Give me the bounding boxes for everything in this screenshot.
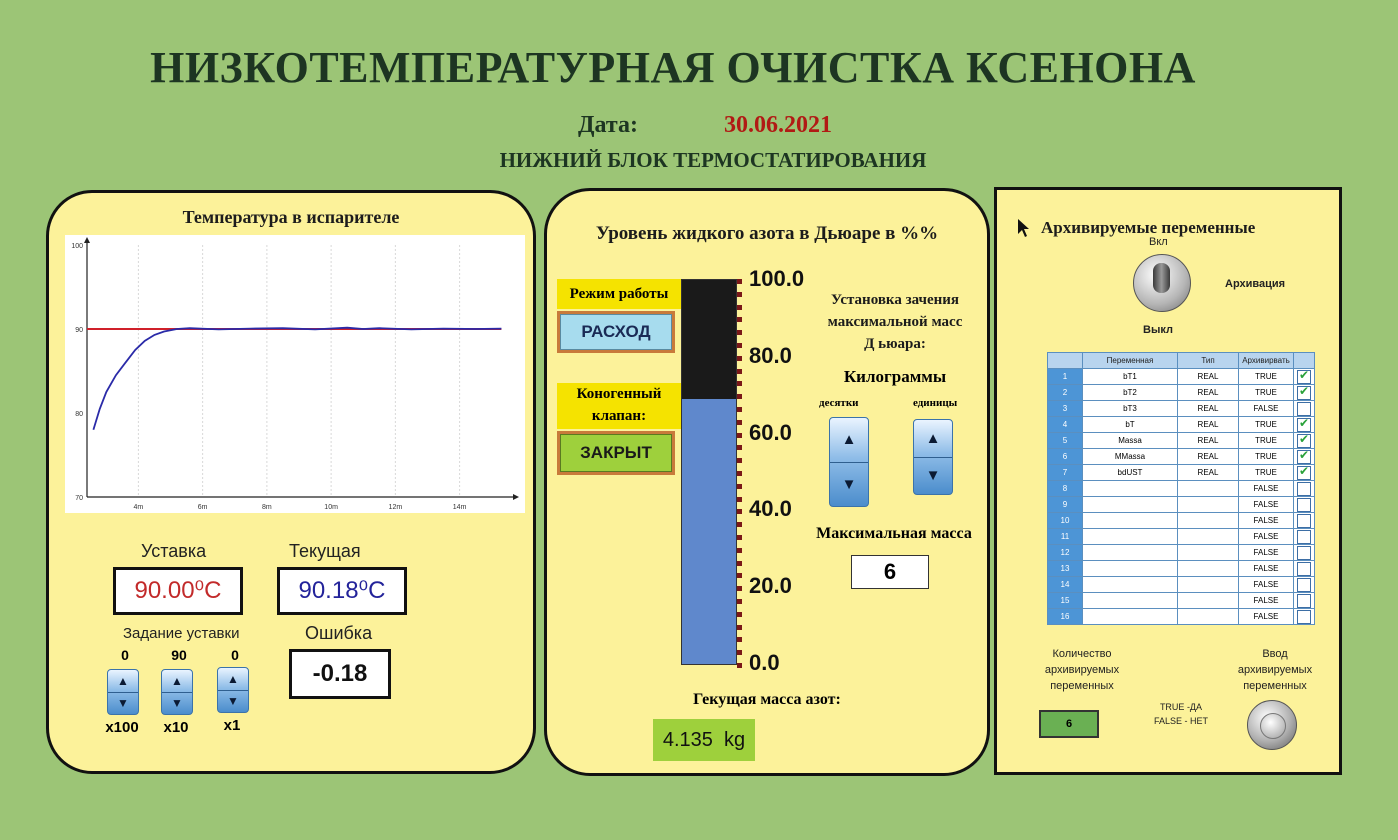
toggle-lever-icon: [1153, 263, 1170, 293]
chart-x-tick-label: 12m: [388, 504, 403, 511]
scale-label: 20.0: [749, 573, 792, 599]
nitrogen-level-fill: [682, 399, 736, 664]
scale-tick: [737, 279, 742, 284]
valve-button-label: ЗАКРЫТ: [560, 434, 672, 472]
variable-name: bT1: [1083, 369, 1178, 385]
variable-name: bT3: [1083, 401, 1178, 417]
mass-units-up-button[interactable]: ▲: [925, 429, 941, 447]
archive-checkbox-cell: [1294, 513, 1315, 529]
archive-checkbox[interactable]: [1297, 402, 1311, 416]
max-mass-value: 6: [851, 555, 929, 589]
temperature-panel: [46, 190, 536, 774]
scale-tick: [737, 343, 742, 348]
date-value: 30.06.2021: [724, 112, 832, 138]
mode-button[interactable]: [557, 311, 675, 353]
archive-title: Архивируемые переменные: [1041, 218, 1256, 237]
current-temp-value: 90.18⁰C: [277, 567, 407, 615]
archive-checkbox-cell: [1294, 417, 1315, 433]
nitrogen-level-empty: [682, 280, 736, 399]
stepper-x10-value: 90: [171, 647, 187, 663]
scale-tick: [737, 330, 742, 335]
archive-checkbox-cell: [1294, 369, 1315, 385]
chart-x-tick-label: 10m: [324, 504, 338, 511]
legend-true: TRUE -ДА: [1159, 702, 1203, 712]
mass-tens-down-button[interactable]: ▼: [830, 462, 868, 507]
valve-label-line1: Коногенный: [576, 386, 662, 402]
max-mass-setting-label: [805, 289, 985, 355]
row-number: 2: [1048, 385, 1083, 401]
variable-name: bT: [1083, 417, 1178, 433]
legend-false: FALSE - HET: [1153, 716, 1208, 726]
archive-checkbox[interactable]: [1297, 578, 1311, 592]
max-mass-setting-line3: Д ьюара:: [864, 336, 926, 352]
chart-y-tick-label: 80: [75, 411, 83, 418]
column-header: [1048, 353, 1083, 369]
scale-tick: [737, 369, 742, 374]
row-number: 5: [1048, 433, 1083, 449]
archive-checkbox-cell: [1294, 481, 1315, 497]
units-label: единицы: [913, 397, 958, 409]
table-row: [1048, 385, 1315, 401]
max-mass-label: Максимальная масса: [816, 525, 972, 542]
table-row: [1048, 433, 1315, 449]
row-number: 15: [1048, 593, 1083, 609]
chart-x-tick-label: 4m: [133, 504, 144, 511]
variable-type: [1178, 593, 1239, 609]
count-value: 6: [1039, 710, 1099, 738]
archive-toggle-label: Архивация: [1225, 278, 1286, 290]
column-header: Тип: [1178, 353, 1239, 369]
scale-tick: [737, 292, 742, 297]
row-number: 4: [1048, 417, 1083, 433]
archive-flag: FALSE: [1239, 609, 1294, 625]
archive-flag: FALSE: [1239, 401, 1294, 417]
enter-label: Ввод архивируемых переменных: [1237, 648, 1313, 692]
archive-flag: FALSE: [1239, 513, 1294, 529]
error-label: Ошибка: [305, 623, 373, 643]
column-header: [1294, 353, 1315, 369]
stepper-x100-up-button[interactable]: ▲: [117, 673, 129, 688]
variable-name: [1083, 561, 1178, 577]
row-number: 16: [1048, 609, 1083, 625]
column-header: Архивирвать: [1239, 353, 1294, 369]
archive-checkbox[interactable]: [1297, 482, 1311, 496]
mass-units-down-button[interactable]: ▼: [914, 457, 952, 495]
stepper-x100-down-button[interactable]: ▼: [108, 692, 138, 715]
scale-tick: [737, 497, 742, 502]
row-number: 1: [1048, 369, 1083, 385]
setpoint-label: Уставка: [141, 541, 207, 561]
archive-checkbox[interactable]: [1297, 498, 1311, 512]
table-row: [1048, 561, 1315, 577]
variable-type: REAL: [1178, 465, 1239, 481]
kg-label: Килограммы: [843, 367, 947, 386]
table-row: [1048, 449, 1315, 465]
row-number: 12: [1048, 545, 1083, 561]
scale-tick: [737, 356, 742, 361]
archive-checkbox-cell: [1294, 577, 1315, 593]
table-row: [1048, 609, 1315, 625]
variable-type: [1178, 529, 1239, 545]
stepper-x1[interactable]: [217, 667, 249, 713]
row-number: 7: [1048, 465, 1083, 481]
scale-tick: [737, 394, 742, 399]
scale-tick: [737, 573, 742, 578]
variable-type: [1178, 513, 1239, 529]
table-row: [1048, 401, 1315, 417]
scale-tick: [737, 458, 742, 463]
table-row: [1048, 529, 1315, 545]
archive-checkbox-cell: [1294, 561, 1315, 577]
variable-name: [1083, 593, 1178, 609]
variable-name: [1083, 609, 1178, 625]
scale-tick: [737, 522, 742, 527]
toggle-on-label: Вкл: [1149, 236, 1168, 248]
table-row: [1048, 481, 1315, 497]
stepper-x1-value: 0: [231, 647, 239, 663]
archive-checkbox[interactable]: [1297, 450, 1311, 464]
scale-tick: [737, 317, 742, 322]
scale-tick: [737, 625, 742, 630]
variable-type: [1178, 481, 1239, 497]
setpoint-task-label: Задание уставки: [123, 625, 240, 642]
row-number: 9: [1048, 497, 1083, 513]
current-mass-label: Гекущая масса азот:: [693, 691, 841, 708]
variable-type: [1178, 545, 1239, 561]
scale-tick: [737, 650, 742, 655]
archive-checkbox[interactable]: [1297, 418, 1311, 432]
scale-label: 80.0: [749, 342, 792, 368]
archive-checkbox[interactable]: [1297, 530, 1311, 544]
max-mass-setting-line1: Установка зачения: [830, 292, 960, 308]
scale-tick: [737, 420, 742, 425]
scale-tick: [737, 586, 742, 591]
mode-label: Режим работы: [557, 279, 681, 309]
archive-checkbox[interactable]: [1297, 370, 1311, 384]
scale-tick: [737, 381, 742, 386]
variable-name: bT2: [1083, 385, 1178, 401]
table-row: [1048, 417, 1315, 433]
variable-name: [1083, 577, 1178, 593]
archive-flag: TRUE: [1239, 417, 1294, 433]
variable-type: [1178, 497, 1239, 513]
date-label: Дата:: [578, 112, 638, 138]
stepper-x1-down-button[interactable]: ▼: [218, 690, 248, 713]
row-number: 8: [1048, 481, 1083, 497]
stepper-x10-label: x10: [163, 719, 189, 736]
variable-type: REAL: [1178, 433, 1239, 449]
archive-flag: FALSE: [1239, 593, 1294, 609]
stepper-x10[interactable]: [161, 669, 193, 715]
archive-toggle-switch[interactable]: [1133, 254, 1191, 312]
stepper-x10-up-button[interactable]: ▲: [171, 673, 183, 688]
variable-type: REAL: [1178, 401, 1239, 417]
archive-flag: FALSE: [1239, 545, 1294, 561]
chart-x-tick-label: 8m: [262, 504, 272, 511]
archive-flag: FALSE: [1239, 577, 1294, 593]
chart-y-tick-label: 90: [75, 327, 83, 334]
variable-name: [1083, 545, 1178, 561]
stepper-x100-value: 0: [121, 647, 129, 663]
archive-checkbox[interactable]: [1297, 514, 1311, 528]
scale-tick: [737, 637, 742, 642]
scale-tick: [737, 484, 742, 489]
stepper-x10-down-button[interactable]: ▼: [162, 692, 192, 715]
chart-y-tick-label: 70: [75, 495, 83, 502]
button-cap-icon: [1260, 713, 1286, 739]
variable-type: [1178, 561, 1239, 577]
archive-checkbox-cell: [1294, 593, 1315, 609]
archive-checkbox-cell: [1294, 529, 1315, 545]
table-row: [1048, 577, 1315, 593]
archive-flag: FALSE: [1239, 561, 1294, 577]
scale-label: 60.0: [749, 419, 792, 445]
archive-flag: FALSE: [1239, 481, 1294, 497]
variable-type: [1178, 577, 1239, 593]
scale-label: 0.0: [749, 650, 780, 675]
error-value: -0.18: [289, 649, 391, 699]
setpoint-value: 90.00⁰C: [113, 567, 243, 615]
mass-tens-stepper[interactable]: [829, 417, 869, 507]
scale-tick: [737, 433, 742, 438]
archive-checkbox[interactable]: [1297, 434, 1311, 448]
scale-label: 40.0: [749, 496, 792, 522]
archive-checkbox-cell: [1294, 401, 1315, 417]
archive-checkbox-cell: [1294, 545, 1315, 561]
archive-checkbox-cell: [1294, 385, 1315, 401]
valve-label: [557, 383, 681, 429]
stepper-x100[interactable]: [107, 669, 139, 715]
table-row: [1048, 545, 1315, 561]
archive-checkbox[interactable]: [1297, 594, 1311, 608]
page-subtitle: НИЖНИЙ БЛОК ТЕРМОСТАТИРОВАНИЯ: [499, 148, 927, 172]
row-number: 3: [1048, 401, 1083, 417]
chart-x-tick-label: 14m: [452, 504, 467, 511]
row-number: 10: [1048, 513, 1083, 529]
archive-checkbox-cell: [1294, 449, 1315, 465]
nitrogen-level-scale: [737, 266, 807, 675]
archive-checkbox[interactable]: [1297, 562, 1311, 576]
variable-name: [1083, 481, 1178, 497]
temperature-chart: [65, 235, 525, 515]
mouse-cursor-icon: [1017, 218, 1031, 238]
stepper-x1-label: x1: [223, 717, 241, 734]
row-number: 13: [1048, 561, 1083, 577]
valve-label-line2: клапан:: [591, 408, 647, 424]
page-title: НИЗКОТЕМПЕРАТУРНАЯ ОЧИСТКА КСЕНОНА: [150, 43, 1196, 92]
scale-label: 100.0: [749, 266, 805, 291]
count-label: Количество архивируемых переменных: [1044, 648, 1120, 692]
variable-type: REAL: [1178, 449, 1239, 465]
table-row: [1048, 369, 1315, 385]
table-row: [1048, 465, 1315, 481]
row-number: 6: [1048, 449, 1083, 465]
variable-name: [1083, 513, 1178, 529]
scale-tick: [737, 407, 742, 412]
archive-flag: TRUE: [1239, 385, 1294, 401]
archive-flag: TRUE: [1239, 449, 1294, 465]
table-row: [1048, 593, 1315, 609]
variable-name: [1083, 529, 1178, 545]
table-row: [1048, 497, 1315, 513]
archive-checkbox[interactable]: [1297, 386, 1311, 400]
archive-table: [1047, 352, 1315, 625]
nitrogen-title: Уровень жидкого азота в Дьюаре в %%: [595, 223, 939, 244]
archive-checkbox-cell: [1294, 465, 1315, 481]
mode-button-label: РАСХОД: [560, 314, 672, 350]
variable-name: MMassa: [1083, 449, 1178, 465]
variable-type: REAL: [1178, 385, 1239, 401]
valve-button[interactable]: [557, 431, 675, 475]
archive-checkbox-cell: [1294, 497, 1315, 513]
row-number: 14: [1048, 577, 1083, 593]
archive-checkbox[interactable]: [1297, 466, 1311, 480]
column-header: Переменная: [1083, 353, 1178, 369]
toggle-off-label: Выкл: [1143, 324, 1173, 336]
nitrogen-level-bar: [681, 279, 737, 665]
enter-archive-button[interactable]: [1247, 700, 1297, 750]
archive-flag: FALSE: [1239, 529, 1294, 545]
variable-name: [1083, 497, 1178, 513]
table-row: [1048, 513, 1315, 529]
chart-x-tick-label: 6m: [197, 504, 208, 511]
variable-type: [1178, 609, 1239, 625]
scale-tick: [737, 305, 742, 310]
nitrogen-panel: [544, 188, 990, 776]
stepper-x1-up-button[interactable]: ▲: [227, 671, 239, 686]
tens-label: десятки: [819, 397, 859, 409]
mass-units-stepper[interactable]: [913, 419, 953, 495]
stepper-x100-label: x100: [105, 719, 139, 736]
chart-background: [65, 235, 525, 513]
chart-y-tick-label: 100: [71, 243, 83, 250]
archive-checkbox-cell: [1294, 609, 1315, 625]
max-mass-setting-line2: максимальной масс: [827, 314, 963, 330]
archive-checkbox[interactable]: [1297, 610, 1311, 624]
chart-title: Температура в испарителе: [182, 207, 400, 227]
archive-flag: TRUE: [1239, 465, 1294, 481]
variable-name: Massa: [1083, 433, 1178, 449]
archive-flag: TRUE: [1239, 369, 1294, 385]
scale-tick: [737, 445, 742, 450]
archive-flag: FALSE: [1239, 497, 1294, 513]
archive-panel: [994, 187, 1342, 775]
current-mass-value: 4.135 kg: [653, 719, 755, 761]
variable-name: bdUST: [1083, 465, 1178, 481]
scale-tick: [737, 509, 742, 514]
variable-type: REAL: [1178, 417, 1239, 433]
variable-type: REAL: [1178, 369, 1239, 385]
archive-checkbox[interactable]: [1297, 546, 1311, 560]
scale-tick: [737, 535, 742, 540]
scale-tick: [737, 612, 742, 617]
scale-tick: [737, 548, 742, 553]
scale-tick: [737, 663, 742, 668]
current-temp-label: Текущая: [289, 541, 361, 561]
scale-tick: [737, 561, 742, 566]
scale-tick: [737, 599, 742, 604]
scale-tick: [737, 471, 742, 476]
mass-tens-up-button[interactable]: ▲: [841, 431, 857, 449]
archive-checkbox-cell: [1294, 433, 1315, 449]
archive-flag: TRUE: [1239, 433, 1294, 449]
archive-table-wrapper: [1047, 352, 1315, 625]
row-number: 11: [1048, 529, 1083, 545]
